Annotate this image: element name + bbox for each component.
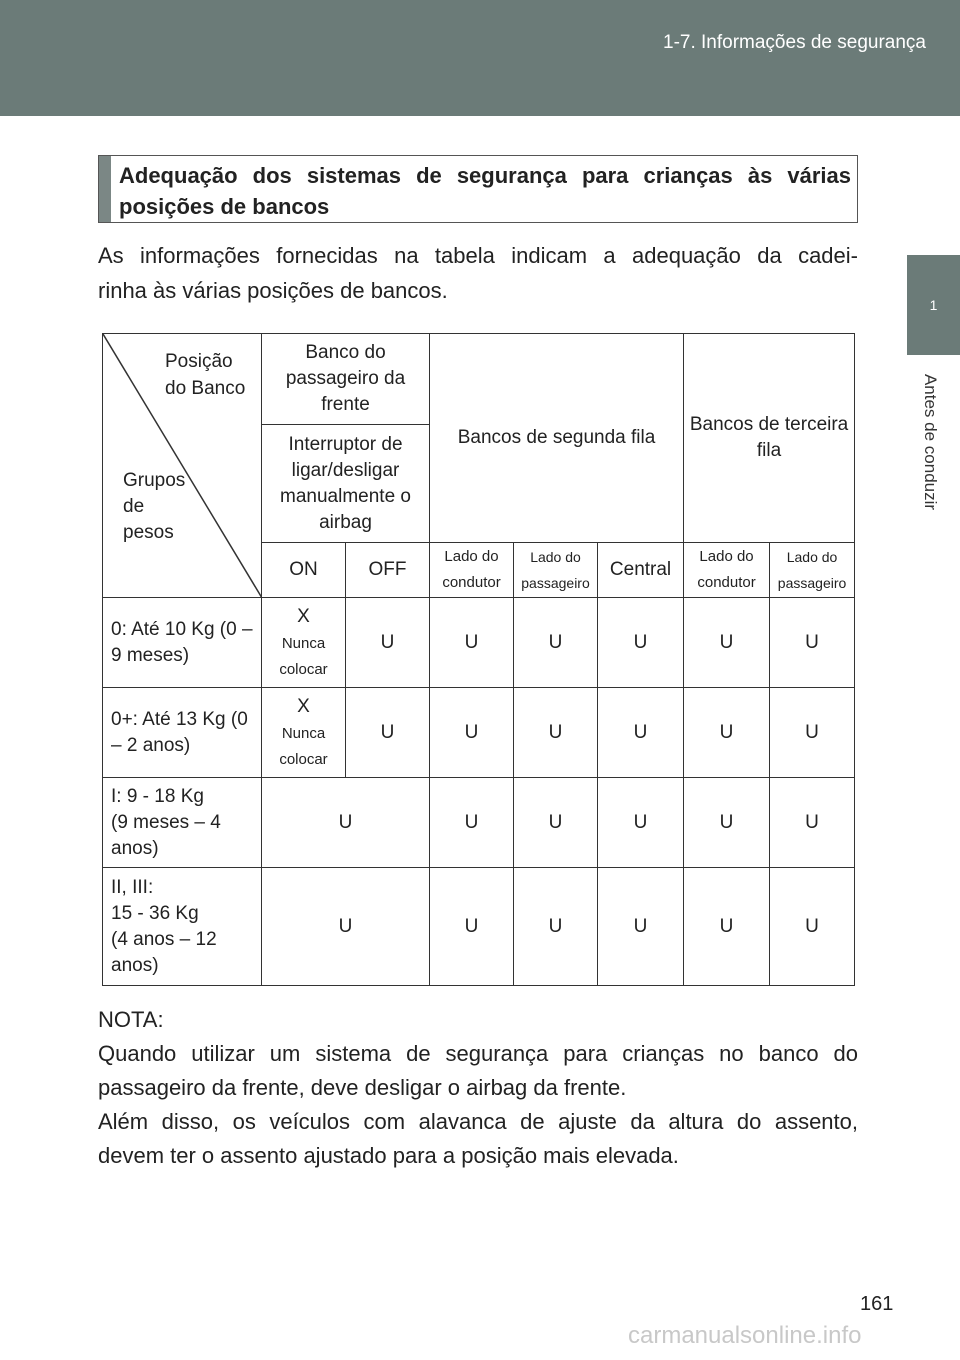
cell: U: [430, 778, 514, 868]
cell: U: [430, 598, 514, 688]
cell: U: [514, 598, 598, 688]
cell: U: [346, 688, 430, 778]
front-seat-header: Banco do passageiro da frente: [262, 334, 430, 425]
cell: U: [770, 688, 855, 778]
seat-position-label: Posição do Banco: [165, 351, 246, 399]
cell: U: [514, 868, 598, 986]
cell: U: [514, 778, 598, 868]
note-section: NOTA: Quando utilizar um sistema de segurança para crianças no banco do passageiro da frente, deve desligar o airbag da frente. Além disso, os veículos com alavanca de ajuste da altura do assento, devem ter o assento ajustado para a posição mais elevada.: [98, 1007, 858, 1168]
group-label: 0+: Até 13 Kg (0 – 2 anos): [103, 688, 262, 778]
cell: U: [262, 868, 430, 986]
section-title: 1-7. Informações de segurança: [663, 32, 926, 53]
chapter-label: Antes de conduzir: [921, 373, 940, 511]
col-central: Central: [598, 543, 684, 598]
chapter-tab[interactable]: 1: [907, 255, 960, 355]
cell: U: [346, 598, 430, 688]
intro-paragraph: As informações fornecidas na tabela indicam a adequação da cadei- rinha às várias posições de bancos.: [98, 243, 858, 303]
heading-line-2: posições de bancos: [119, 194, 330, 219]
page-number: 161: [860, 1293, 894, 1315]
col-on: ON: [262, 543, 346, 598]
airbag-switch-header: Interruptor de ligar/desligar manualmente o airbag: [262, 425, 430, 543]
cell: U: [598, 688, 684, 778]
cell: U: [598, 598, 684, 688]
cell: U: [770, 778, 855, 868]
cell: U: [684, 868, 770, 986]
section-heading: [98, 155, 858, 223]
cell: U: [684, 688, 770, 778]
heading-line-1: Adequação dos sistemas de segurança para crianças às várias: [119, 163, 851, 188]
group-label: II, III: 15 - 36 Kg (4 anos – 12 anos): [103, 868, 262, 986]
cell: U: [430, 868, 514, 986]
cell: U: [430, 688, 514, 778]
note-label: NOTA:: [98, 1007, 164, 1032]
col-second-passenger: Lado do passageiro: [514, 543, 598, 598]
seat-suitability-table: [102, 333, 855, 986]
table-row: [103, 598, 855, 688]
col-third-passenger: Lado do passageiro: [770, 543, 855, 598]
col-off: OFF: [346, 543, 430, 598]
on-cell: X Nunca colocar: [262, 688, 346, 778]
third-row-header: Bancos de terceira fila: [684, 334, 855, 543]
weight-group-label: Grupos de pesos: [123, 470, 186, 543]
cell: U: [684, 778, 770, 868]
col-second-driver: Lado do condutor: [430, 543, 514, 598]
group-label: 0: Até 10 Kg (0 – 9 meses): [103, 598, 262, 688]
table-row: [103, 688, 855, 778]
table-row: [103, 868, 855, 986]
cell: U: [262, 778, 430, 868]
cell: U: [770, 598, 855, 688]
cell: U: [514, 688, 598, 778]
cell: U: [598, 868, 684, 986]
cell: U: [684, 598, 770, 688]
on-cell: X Nunca colocar: [262, 598, 346, 688]
second-row-header: Bancos de segunda fila: [430, 334, 684, 543]
group-label: I: 9 - 18 Kg (9 meses – 4 anos): [103, 778, 262, 868]
cell: U: [770, 868, 855, 986]
cell: U: [598, 778, 684, 868]
header-bar: [0, 0, 960, 116]
heading-accent: [99, 156, 111, 222]
table-row: [103, 778, 855, 868]
col-third-driver: Lado do condutor: [684, 543, 770, 598]
corner-header-cell: [103, 334, 262, 598]
watermark: carmanualsonline.info: [628, 1322, 862, 1349]
